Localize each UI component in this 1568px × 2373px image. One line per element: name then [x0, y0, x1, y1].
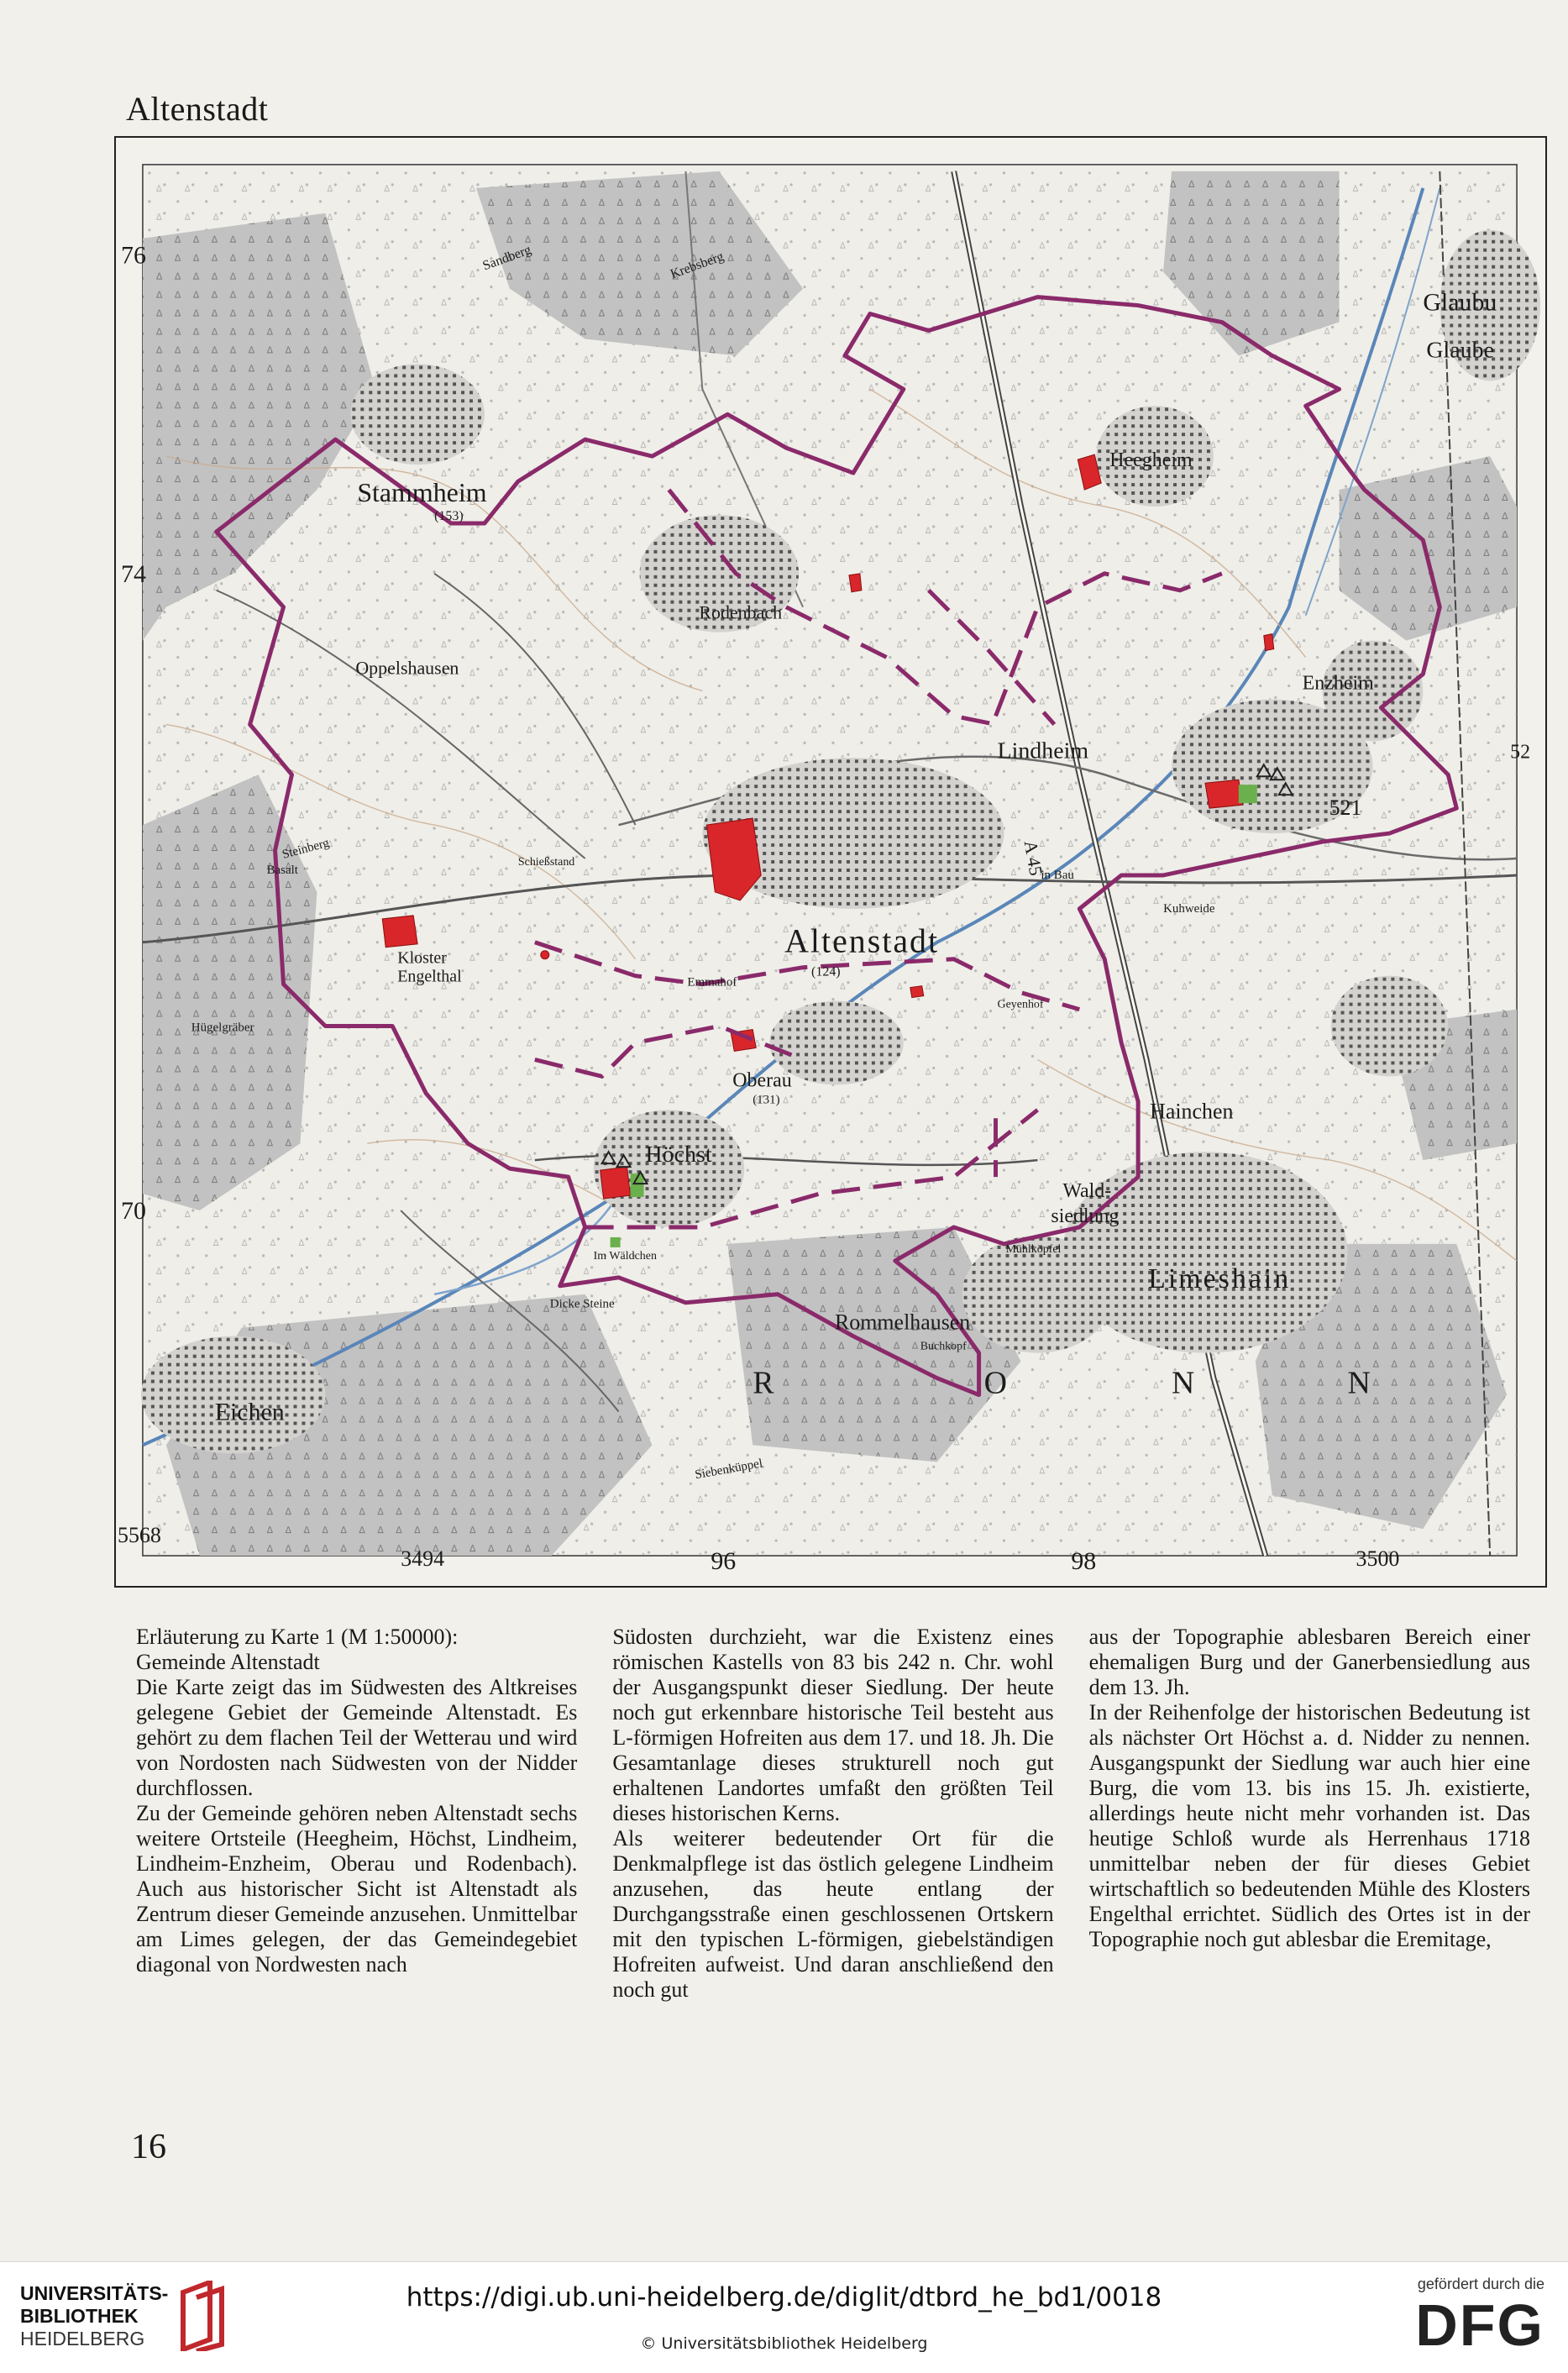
- map-canvas: [116, 138, 1545, 1586]
- label-sandberg: Sandberg: [480, 242, 533, 274]
- page-header-title: Altenstadt: [126, 90, 269, 128]
- copyright-notice: © Universitätsbibliothek Heidelberg: [640, 2334, 928, 2353]
- label-rommelhausen: Rommelhausen: [834, 1310, 971, 1335]
- label-hoechst: Höchst: [645, 1142, 712, 1168]
- text-column-3: [1089, 1625, 1530, 2003]
- label-buchkopf: Buchkopf: [920, 1340, 967, 1353]
- label-glaube: Glaube: [1426, 337, 1494, 364]
- grid-label-96: 96: [711, 1547, 737, 1576]
- label-im-waldchen: Im Wäldchen: [593, 1249, 657, 1263]
- permalink-url[interactable]: https://digi.ub.uni-heidelberg.de/diglit/dtbrd_he_bd1/0018: [406, 2282, 1162, 2313]
- ub-line-3: HEIDELBERG: [20, 2327, 145, 2349]
- label-hainchen: Hainchen: [1150, 1099, 1234, 1124]
- label-huegelgraeber: Hügelgräber: [191, 1021, 254, 1035]
- grid-label-76: 76: [120, 241, 146, 270]
- caption-line-2: Gemeinde Altenstadt: [136, 1650, 320, 1674]
- dfg-logo[interactable]: [1415, 2276, 1544, 2357]
- grid-label-68: 5568: [117, 1523, 161, 1548]
- label-heegheim: Heegheim: [1109, 449, 1193, 472]
- label-emmahof: Emmahof: [687, 975, 737, 990]
- label-muehlkoepfel: Mühlköpfel: [1005, 1242, 1062, 1256]
- label-eichen: Eichen: [214, 1398, 285, 1426]
- text-column-2: [612, 1625, 1053, 2003]
- caption-line-1: Erläuterung zu Karte 1 (M 1:50000):: [136, 1625, 459, 1649]
- paragraph: Zu der Gemeinde gehören neben Altenstadt sechs weitere Ortsteile (Heegheim, Höchst, Lindheim, Lindheim-Enzheim, Oberau und Rodenbach). Auch aus historischer Sicht ist Altenstadt als Zentrum dieser Gemeinde anzusehen. Unmittelbar am Limes gelegen, der das Gemeindegebiet diagonal von Nordwesten nach: [136, 1801, 578, 1977]
- text-columns: [136, 1625, 1530, 2003]
- letter-n-2: N: [1347, 1365, 1371, 1401]
- dfg-funding-text: gefördert durch die: [1417, 2276, 1544, 2292]
- label-stammheim-height: (153): [434, 508, 464, 523]
- label-waldsiedlung-2: siedlung: [1051, 1205, 1120, 1227]
- label-krebsberg: Krebsberg: [668, 249, 726, 282]
- grid-label-52: 52: [1510, 741, 1531, 764]
- label-stammheim: Stammheim: [357, 478, 487, 508]
- label-sieben-kueppel: Siebenküppel: [694, 1457, 764, 1483]
- label-limeshain: Limeshain: [1148, 1263, 1292, 1294]
- ub-line-2: BIBLIOTHEK: [20, 2304, 139, 2327]
- label-kloster: Kloster: [397, 948, 447, 968]
- label-altenstadt-height: (124): [811, 964, 841, 979]
- label-oberau: Oberau: [732, 1069, 792, 1092]
- grid-label-98: 98: [1071, 1547, 1097, 1576]
- paragraph: Als weiterer bedeutender Ort für die Denkmalpflege ist das östlich gelegene Lindheim anzusehen, das heute entlang der Durchgangsstraße einen geschlossenen Ortskern mit den typischen L-förmigen, giebelständigen Hofreiten aufweist. Und daran anschließend den noch gut: [612, 1826, 1054, 2002]
- topographic-map: [114, 136, 1547, 1588]
- label-oppelshausen: Oppelshausen: [355, 657, 459, 679]
- paragraph: Die Karte zeigt das im Südwesten des Altkreises gelegene Gebiet der Gemeinde Altenstadt. Es gehört zu dem flachen Teil der Wetterau und wird von Nordosten nach Südwesten von der Nidder durchflossen.: [136, 1675, 578, 1800]
- dfg-wordmark: DFG: [1415, 2292, 1544, 2358]
- grid-label-00: 3500: [1356, 1546, 1400, 1572]
- paragraph: aus der Topographie ablesbaren Bereich einer ehemaligen Burg und der Ganerbensiedlung aus dem 13. Jh.: [1088, 1625, 1530, 1699]
- label-dicke-steine: Dicke Steine: [549, 1297, 615, 1311]
- label-schiessstand: Schießstand: [517, 855, 575, 869]
- grid-label-94: 3494: [401, 1546, 445, 1572]
- letter-r: R: [753, 1365, 774, 1401]
- label-steinberg: Steinberg: [281, 836, 331, 862]
- label-rodenbach: Rodenbach: [699, 601, 783, 623]
- footer-bar: [0, 2261, 1568, 2373]
- grid-label-521: 521: [1329, 795, 1362, 821]
- label-a45: A 45: [1020, 838, 1047, 878]
- grid-label-74: 74: [120, 559, 146, 588]
- page-number: 16: [131, 2128, 166, 2166]
- label-in-bau: in Bau: [1041, 868, 1074, 882]
- paragraph: In der Reihenfolge der historischen Bedeutung ist als nächster Ort Höchst a. d. Nidder zu nennen. Ausgangspunkt der Siedlung war auch hier eine Burg, die vom 13. bis ins 15. Jh. existierte, allerdings heute nicht mehr vorhanden ist. Das heutige Schloß wurde als Herrenhaus 1718 unmittelbar neben der für dieses Gebiet wirtschaftlich so bedeutenden Mühle des Klosters Engelthal errichtet. Südlich des Ortes ist in der Topographie noch gut ablesbar die Eremitage,: [1088, 1700, 1530, 1951]
- label-lindheim: Lindheim: [997, 738, 1089, 764]
- ub-line-1: UNIVERSITÄTS-: [20, 2281, 169, 2304]
- letter-o: O: [983, 1365, 1007, 1401]
- letter-n-1: N: [1172, 1365, 1195, 1401]
- paragraph: Südosten durchzieht, war die Existenz eines römischen Kastells von 83 bis 242 n. Chr. wohl der Ausgangspunkt dieser Siedlung. Der heute noch gut erkennbare historische Teil besteht aus L-förmigen Hofreiten aus dem 17. und 18. Jh. Die Gesamtanlage dieses strukturell noch gut erhaltenen Landortes umfaßt den größten Teil dieses historischen Kerns.: [612, 1625, 1054, 1825]
- label-kuhweide: Kuhweide: [1163, 901, 1215, 916]
- label-altenstadt: Altenstadt: [784, 921, 940, 960]
- grid-label-70: 70: [120, 1197, 146, 1226]
- label-gevenhof: Geyenhof: [997, 998, 1044, 1011]
- label-waldsiedlung-1: Wald-: [1062, 1180, 1112, 1203]
- label-engelthal: Engelthal: [397, 967, 462, 986]
- label-enzheim: Enzheim: [1302, 672, 1374, 695]
- label-basalt: Basalt: [266, 863, 298, 877]
- label-glaubu: Glaubu: [1423, 288, 1497, 317]
- label-oberau-height: (131): [753, 1093, 780, 1107]
- text-column-1: [136, 1625, 577, 2003]
